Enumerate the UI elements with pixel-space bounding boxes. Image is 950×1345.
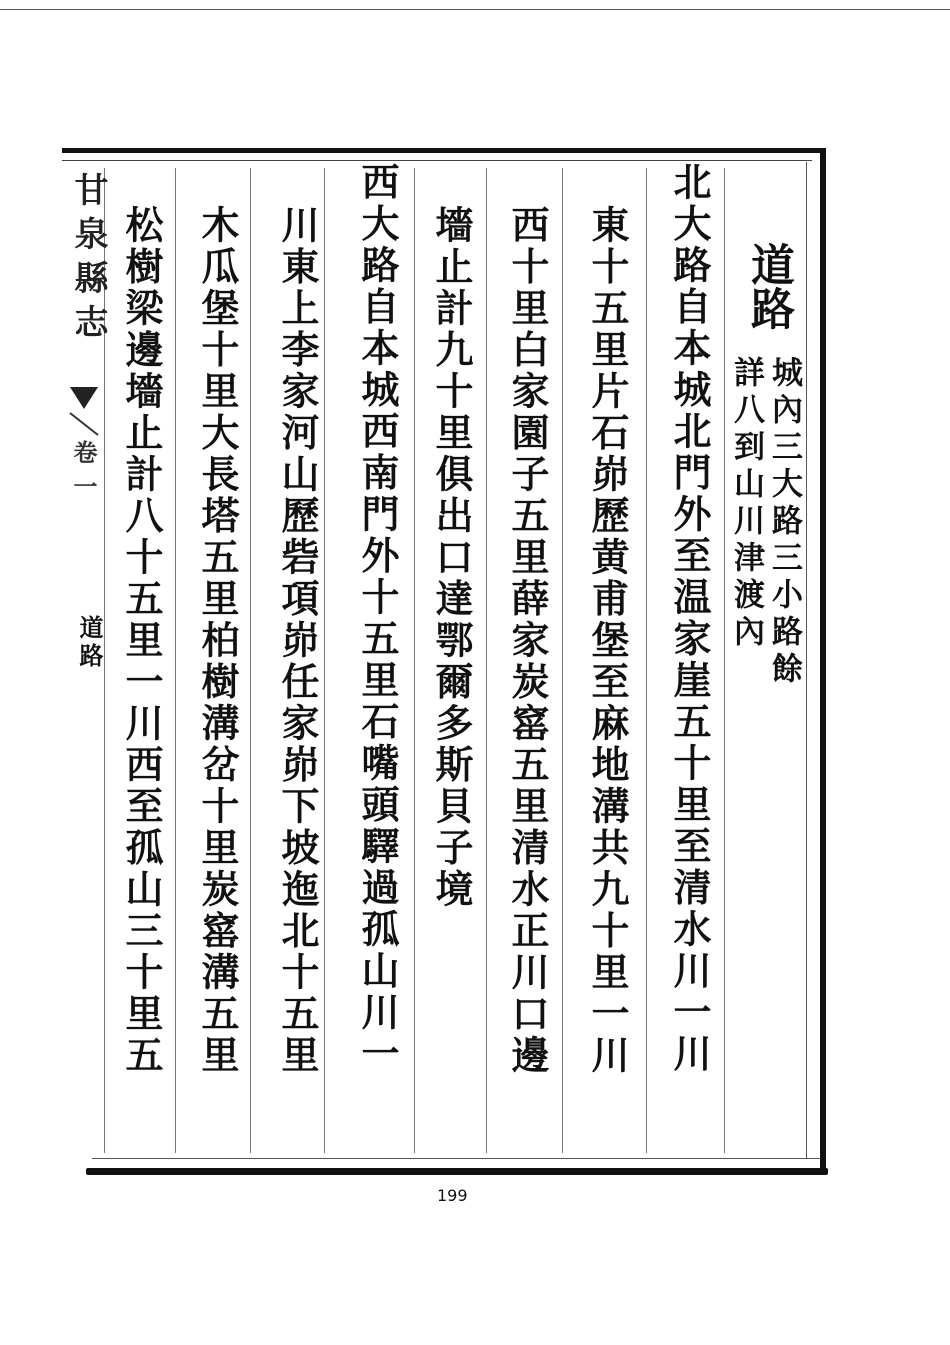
text-column-7: 木瓜堡十里大長塔五里柏樹溝岔十里炭窰溝五里 (195, 205, 240, 1077)
page-number: 199 (437, 1186, 468, 1205)
section-heading: 道路 (743, 242, 794, 330)
text-column-5: 西大路自本城西南門外十五里石嘴頭驛過孤山川一 (355, 162, 400, 1075)
heading-note-line-2: 詳八到山川津渡內 (728, 356, 764, 652)
volume-number: 卷一 (69, 440, 98, 508)
column-divider (646, 168, 647, 1153)
frame-right-rule (820, 148, 826, 1174)
scan-top-edge (0, 9, 950, 10)
column-divider (486, 168, 487, 1153)
frame-top-inner-rule (62, 160, 812, 161)
column-divider (724, 168, 725, 1153)
text-column-6: 川東上李家河山歷砦項峁任家峁下坡迤北十五里 (275, 205, 320, 1077)
text-column-8: 松樹梁邊墻止計八十五里一川西至孤山三十里五 (119, 205, 164, 1077)
heading-note-line-1: 城內三大路三小路餘 (766, 356, 802, 689)
column-divider (175, 168, 176, 1153)
book-title: 甘泉縣志 (68, 172, 108, 348)
text-column-1: 北大路自本城北門外至温家崖五十里至清水川一川 (667, 162, 712, 1075)
column-divider (324, 168, 325, 1153)
column-divider (250, 168, 251, 1153)
text-column-4: 墻止計九十里俱出口達鄂爾多斯貝子境 (429, 205, 474, 911)
column-divider (414, 168, 415, 1153)
column-divider (562, 168, 563, 1153)
frame-bottom-rule (86, 1168, 828, 1175)
section-label: 道路 (75, 615, 104, 671)
fish-tail-mark-icon (68, 385, 100, 437)
text-column-3: 西十里白家園子五里薛家炭窰五里清水正川口邊 (505, 205, 550, 1077)
frame-top-rule (62, 148, 822, 153)
frame-right-inner-rule (806, 162, 807, 1158)
frame-bottom-inner-rule (92, 1158, 822, 1159)
text-column-2: 東十五里片石峁歷黄甫堡至麻地溝共九十里一川 (585, 205, 630, 1077)
